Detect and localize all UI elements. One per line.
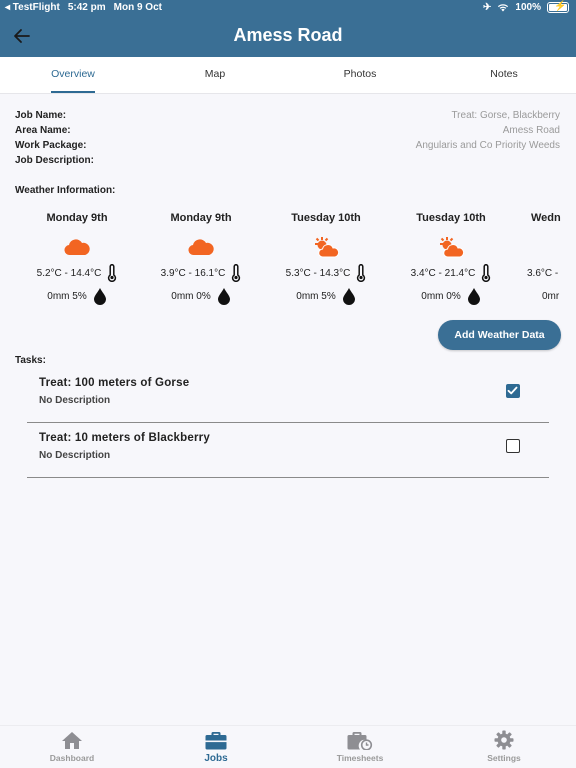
task-description: No Description xyxy=(39,395,111,406)
task-checkbox[interactable] xyxy=(506,439,520,453)
task-name: Treat: 100 meters of Gorse xyxy=(39,377,190,389)
checkmark-icon xyxy=(507,385,518,396)
add-weather-data-button[interactable]: Add Weather Data xyxy=(438,320,561,350)
cloud-icon xyxy=(64,238,90,256)
weather-day-name: Wedn xyxy=(531,212,561,224)
status-bar xyxy=(0,0,576,16)
status-date: Mon 9 Oct xyxy=(113,2,162,13)
header-bar xyxy=(0,0,576,57)
area-name-value: Amess Road xyxy=(502,125,560,136)
weather-day-name: Tuesday 10th xyxy=(416,212,486,224)
page-title: Amess Road xyxy=(233,25,343,45)
weather-rain: 0mm 0% xyxy=(171,290,211,302)
thermometer-icon xyxy=(231,264,241,282)
wifi-icon xyxy=(497,3,509,12)
weather-day-card xyxy=(15,212,139,308)
task-row[interactable] xyxy=(27,368,549,423)
task-checkbox[interactable] xyxy=(506,384,520,398)
job-name-label: Job Name: xyxy=(15,110,67,121)
cloud-icon xyxy=(188,238,214,256)
raindrop-icon xyxy=(217,287,231,305)
nav-dashboard[interactable] xyxy=(27,730,117,763)
thermometer-icon xyxy=(356,264,366,282)
briefcase-clock-icon xyxy=(347,731,373,750)
carrier-label[interactable]: ◂ TestFlight xyxy=(5,2,60,13)
job-name-value: Treat: Gorse, Blackberry xyxy=(451,110,560,121)
weather-temp: 5.2°C - 14.4°C xyxy=(36,267,102,279)
status-time: 5:42 pm xyxy=(67,2,106,13)
raindrop-icon xyxy=(342,287,356,305)
sun-cloud-icon xyxy=(313,236,339,258)
thermometer-icon xyxy=(481,264,491,282)
area-name-label: Area Name: xyxy=(15,125,71,136)
work-package-value: Angularis and Co Priority Weeds xyxy=(415,140,560,151)
weather-temp: 5.3°C - 14.3°C xyxy=(285,267,351,279)
tasks-heading: Tasks: xyxy=(15,355,46,366)
tab-overview[interactable]: Overview xyxy=(51,68,95,80)
task-row[interactable] xyxy=(27,423,549,478)
thermometer-icon xyxy=(107,264,117,282)
weather-temp: 3.4°C - 21.4°C xyxy=(410,267,476,279)
battery-icon: ⚡ xyxy=(547,2,569,13)
nav-label: Dashboard xyxy=(49,753,95,763)
weather-day-card-partial xyxy=(527,212,576,308)
weather-day-card xyxy=(264,212,388,308)
sun-cloud-icon xyxy=(438,236,464,258)
weather-temp: 3.6°C - xyxy=(527,267,559,279)
gear-icon xyxy=(494,730,514,750)
weather-day-name: Monday 9th xyxy=(170,212,232,224)
tab-bar xyxy=(0,57,576,94)
job-description-label: Job Description: xyxy=(15,155,94,166)
task-description: No Description xyxy=(39,450,111,461)
nav-label: Settings xyxy=(487,753,521,763)
briefcase-icon xyxy=(205,731,227,750)
home-icon xyxy=(61,731,83,750)
weather-forecast-scroller[interactable] xyxy=(0,212,576,312)
tab-notes[interactable]: Notes xyxy=(490,68,518,80)
tab-map[interactable]: Map xyxy=(204,68,226,80)
weather-day-card xyxy=(139,212,263,308)
battery-percent: 100% xyxy=(515,2,541,13)
task-name: Treat: 10 meters of Blackberry xyxy=(39,432,210,444)
airplane-icon: ✈ xyxy=(483,2,492,13)
weather-rain: 0mm 5% xyxy=(47,290,87,302)
nav-label: Timesheets xyxy=(336,753,384,763)
weather-day-card xyxy=(389,212,513,308)
active-tab-indicator xyxy=(51,91,95,93)
bottom-nav xyxy=(0,725,576,768)
nav-timesheets[interactable] xyxy=(315,730,405,763)
raindrop-icon xyxy=(467,287,481,305)
weather-heading: Weather Information: xyxy=(15,185,116,196)
weather-rain: 0mr xyxy=(542,290,560,302)
weather-day-name: Monday 9th xyxy=(46,212,108,224)
nav-label: Jobs xyxy=(204,753,228,764)
work-package-label: Work Package: xyxy=(15,140,87,151)
raindrop-icon xyxy=(93,287,107,305)
tab-photos[interactable]: Photos xyxy=(343,68,377,80)
weather-day-name: Tuesday 10th xyxy=(291,212,361,224)
weather-rain: 0mm 5% xyxy=(296,290,336,302)
nav-jobs[interactable] xyxy=(171,730,261,764)
weather-rain: 0mm 0% xyxy=(421,290,461,302)
weather-temp: 3.9°C - 16.1°C xyxy=(160,267,226,279)
nav-settings[interactable] xyxy=(459,730,549,763)
